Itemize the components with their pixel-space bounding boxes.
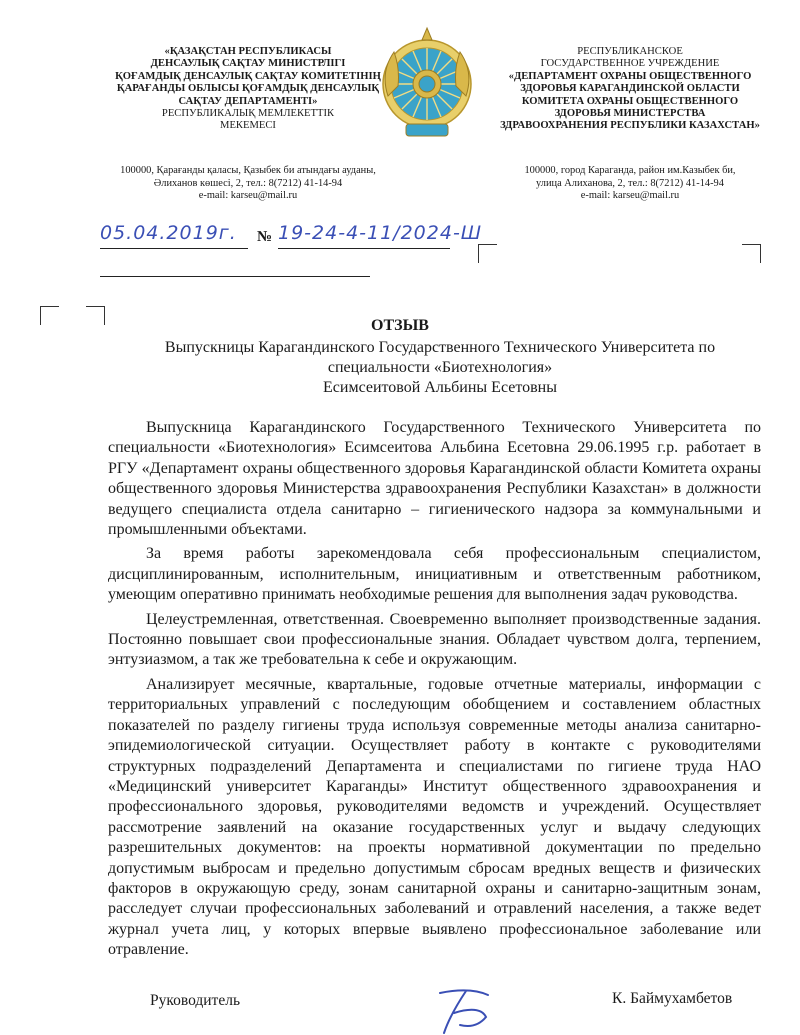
signatory-role: Руководитель xyxy=(150,992,241,1009)
header-left-line: САҚТАУ ДЕПАРТАМЕНТІ» xyxy=(178,95,318,107)
subtitle-line: Выпускницы Карагандинского Государственного Технического Университета по xyxy=(164,339,716,356)
body-paragraph: За время работы зарекомендовала себя профессиональным специалистом, дисциплинированным, исполнительным, инициативным и ответственным работником, умеющим оперативно принимать необходимые решения для выполнения задач руководства. xyxy=(108,545,761,604)
document-title: ОТЗЫВ xyxy=(371,317,429,334)
header-left-line: МЕКЕМЕСІ xyxy=(220,120,276,132)
state-emblem-icon xyxy=(380,24,474,150)
address-right xyxy=(478,165,782,203)
signatory-name: К. Баймухамбетов xyxy=(612,990,733,1007)
number-sign: № xyxy=(257,229,273,245)
address-line: Әлиханов көшесі, 2, тел.: 8(7212) 41-14-94 xyxy=(153,177,343,189)
signature-icon xyxy=(410,985,520,1035)
number-underline xyxy=(278,248,450,249)
header-right-line: КОМИТЕТА ОХРАНЫ ОБЩЕСТВЕННОГО xyxy=(521,95,739,107)
address-left xyxy=(102,165,394,203)
address-line: улица Алиханова, 2, тел.: 8(7212) 41-14-94 xyxy=(536,177,724,189)
header-left-line: «ҚАЗАҚСТАН РЕСПУБЛИКАСЫ xyxy=(164,46,332,57)
body-paragraph: Целеустремленная, ответственная. Своевременно выполняет производственные задания. Постоянно повышает свои профессиональные знания. Обладает чувством долга, терпением, энтузиазмом, а так же требовательна к себе и окружающим. xyxy=(108,610,761,669)
header-left-line: ҚАРАҒАНДЫ ОБЛЫСЫ ҚОҒАМДЫҚ ДЕНСАУЛЫҚ xyxy=(116,83,380,95)
header-right-line: ГОСУДАРСТВЕННОЕ УЧРЕЖДЕНИЕ xyxy=(540,58,720,70)
header-right-line: ЗДОРОВЬЯ МИНИСТЕРСТВА xyxy=(554,108,706,120)
subtitle-line: специальности «Биотехнология» xyxy=(327,359,553,376)
header-left-kazakh xyxy=(102,46,394,133)
body-paragraph: Выпускница Карагандинского Государственного Технического Университета по специальности «Биотехнология» Есимсеитова Альбина Есетовна 29.06.1995 г.р. работает в РГУ «Департамент охраны общественного здоровья Карагандинской области Комитета охраны общественного здоровья Министерства здравоохранения Республики Казахстан» в должности ведущего специалиста отдела санитарно – гигиенического надзора за коммунальными и промышленными объектами. xyxy=(108,419,761,539)
header-left-line: РЕСПУБЛИКАЛЫҚ МЕМЛЕКЕТТІК xyxy=(161,108,335,120)
header-right-line: «ДЕПАРТАМЕНТ ОХРАНЫ ОБЩЕСТВЕННОГО xyxy=(508,70,752,82)
header-right-russian xyxy=(478,46,782,133)
registration-number: 19-24-4-11/2024-Ш xyxy=(278,222,483,244)
corner-mark xyxy=(478,244,497,263)
header-left-line: ДЕНСАУЛЫҚ САҚТАУ МИНИСТРЛІГІ xyxy=(150,58,346,70)
header-right-line: ЗДОРОВЬЯ КАРАГАНДИНСКОЙ ОБЛАСТИ xyxy=(520,83,740,95)
header-left-line: ҚОҒАМДЫҚ ДЕНСАУЛЫҚ САҚТАУ КОМИТЕТІНІҢ xyxy=(115,70,381,82)
corner-mark xyxy=(742,244,761,263)
subtitle-line: Есимсеитовой Альбины Есетовны xyxy=(323,379,557,396)
address-line: 100000, город Караганда, район им.Казыбек би, xyxy=(524,165,736,176)
addressee-line xyxy=(100,276,370,277)
document-body xyxy=(108,418,761,961)
address-line: e-mail: karseu@mail.ru xyxy=(198,190,298,202)
registration-date: 05.04.2019г. xyxy=(100,222,237,244)
address-line: 100000, Қарағанды қаласы, Қазыбек би атындағы ауданы, xyxy=(120,165,376,176)
header-right-line: ЗДРАВООХРАНЕНИЯ РЕСПУБЛИКИ КАЗАХСТАН» xyxy=(500,120,760,132)
date-underline xyxy=(100,248,248,249)
address-line: e-mail: karseu@mail.ru xyxy=(580,190,680,202)
body-paragraph: Анализирует месячные, квартальные, годовые отчетные материалы, информации с территориальных управлений с последующим обобщением и составлением областных показателей по разделу гигиены труда используя современные методы анализа санитарно-эпидемиологической ситуации. Осуществляет работу в контакте с руководителями структурных подразделений Департамента и специалистами по гигиене труда НАО «Медицинский университет Караганды» Институт общественного здравоохранения и профессионального здоровья, руководителями ведомств и учреждений. Осуществляет рассмотрение заявлений на оказание государственных услуг и выдачу следующих разрешительных документов: на проекты нормативной документации по предельно допустимым выбросам и предельно допустимым сбросам вредных веществ и физических факторов в окружающую среду, зонам санитарной охраны и санитарно-защитным зонам, расследует случаи профессиональных заболеваний и отравлений населения, а также ведет журнал учета лиц, у которых впервые выявлено профессиональное заболевание или отравление. xyxy=(108,675,761,959)
document-subtitle xyxy=(120,338,760,398)
header-right-line: РЕСПУБЛИКАНСКОЕ xyxy=(577,46,683,57)
